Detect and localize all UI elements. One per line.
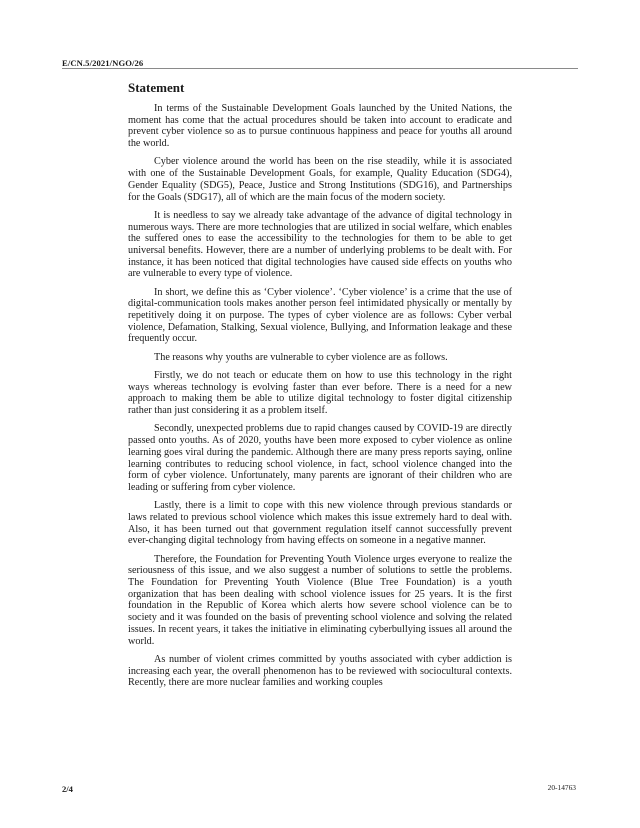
section-heading: Statement: [128, 80, 185, 95]
document-code: 20-14763: [547, 783, 576, 792]
paragraph-4: In short, we define this as ‘Cyber violence’. ‘Cyber violence’ is a crime that the use of digital-communication tools makes another person feel intimidated physically or mentally by repetitively doing it on purpose. The types of cyber violence are as follows: Cyber verbal violence, Defamation, Stalking, Sexual violence, Bullying, and Information leakage and these frequently occur.: [128, 286, 512, 345]
paragraph-3: It is needless to say we already take advantage of the advance of digital technology in numerous ways. There are more technologies that are utilized in social welfare, which enables the suffered ones to ease the accessibility to the technologies for them to be able to get universal benefits. However, there are a number of underlying problems to be dealt with. For instance, it has been noticed that digital technologies have caused side effects on youths who are vulnerable to every type of violence.: [128, 209, 512, 280]
paragraph-10: As number of violent crimes committed by youths associated with cyber addiction is increasing each year, the overall phenomenon has to be reviewed with sociocultural contexts. Recently, there are more nuclear families and working couples: [128, 653, 512, 689]
document-symbol: E/CN.5/2021/NGO/26: [62, 58, 144, 68]
page-number: 2/4: [62, 784, 73, 794]
paragraph-1: In terms of the Sustainable Development Goals launched by the United Nations, the moment has come that the actual procedures should be taken into account to eradicate and prevent cyber violence so as to pursue continuous happiness and peace for youths all around the world.: [128, 103, 512, 150]
paragraph-2: Cyber violence around the world has been on the rise steadily, while it is associated with one of the Sustainable Development Goals, for example, Quality Education (SDG4), Gender Equality (SDG5), Peace, Justice and Strong Institutions (SDG16), and Partnerships for the Goals (SDG17), all of which are the main focus of the modern society.: [128, 156, 512, 203]
header-divider: [62, 68, 578, 69]
paragraph-5: The reasons why youths are vulnerable to cyber violence are as follows.: [154, 351, 448, 363]
paragraph-7: Secondly, unexpected problems due to rapid changes caused by COVID-19 are directly passed onto youths. As of 2020, youths have been more exposed to cyber violence as online learning goes viral during the pandemic. Although there are many press reports saying, online learning contributes to reducing school violence, in fact, school violence changed into the form of cyber violence. Unfortunately, many parents are ignorant of their children who are leading or suffering from cyber violence.: [128, 423, 512, 493]
paragraph-8: Lastly, there is a limit to cope with this new violence through previous standards or laws related to previous school violence which makes this issue extremely hard to deal with. Also, it has been turned out that government regulation itself cannot successfully prevent ever-changing digital technology from having effects on someone in a negative manner.: [128, 500, 512, 547]
paragraph-6: Firstly, we do not teach or educate them on how to use this technology in the right ways whereas technology is evolving faster than ever before. There is a need for a new approach to making them be able to utilize digital technology to foster digital citizenship rather than just considering it as a problem itself.: [128, 370, 512, 417]
statement-body: [128, 103, 512, 696]
paragraph-9: Therefore, the Foundation for Preventing Youth Violence urges everyone to realize the seriousness of this issue, and we also suggest a number of solutions to settle the problems. The Foundation for Preventing Youth Violence (Blue Tree Foundation) is a youth organization that has been dealing with school violence issues for 25 years. It is the first foundation in the Republic of Korea which alerts how severe school violence can be to society and it was founded on the basis of preventing school violence and solving the related issues. In recent years, it takes the initiative in eliminating cyberbullying issues all around the world.: [128, 553, 512, 647]
